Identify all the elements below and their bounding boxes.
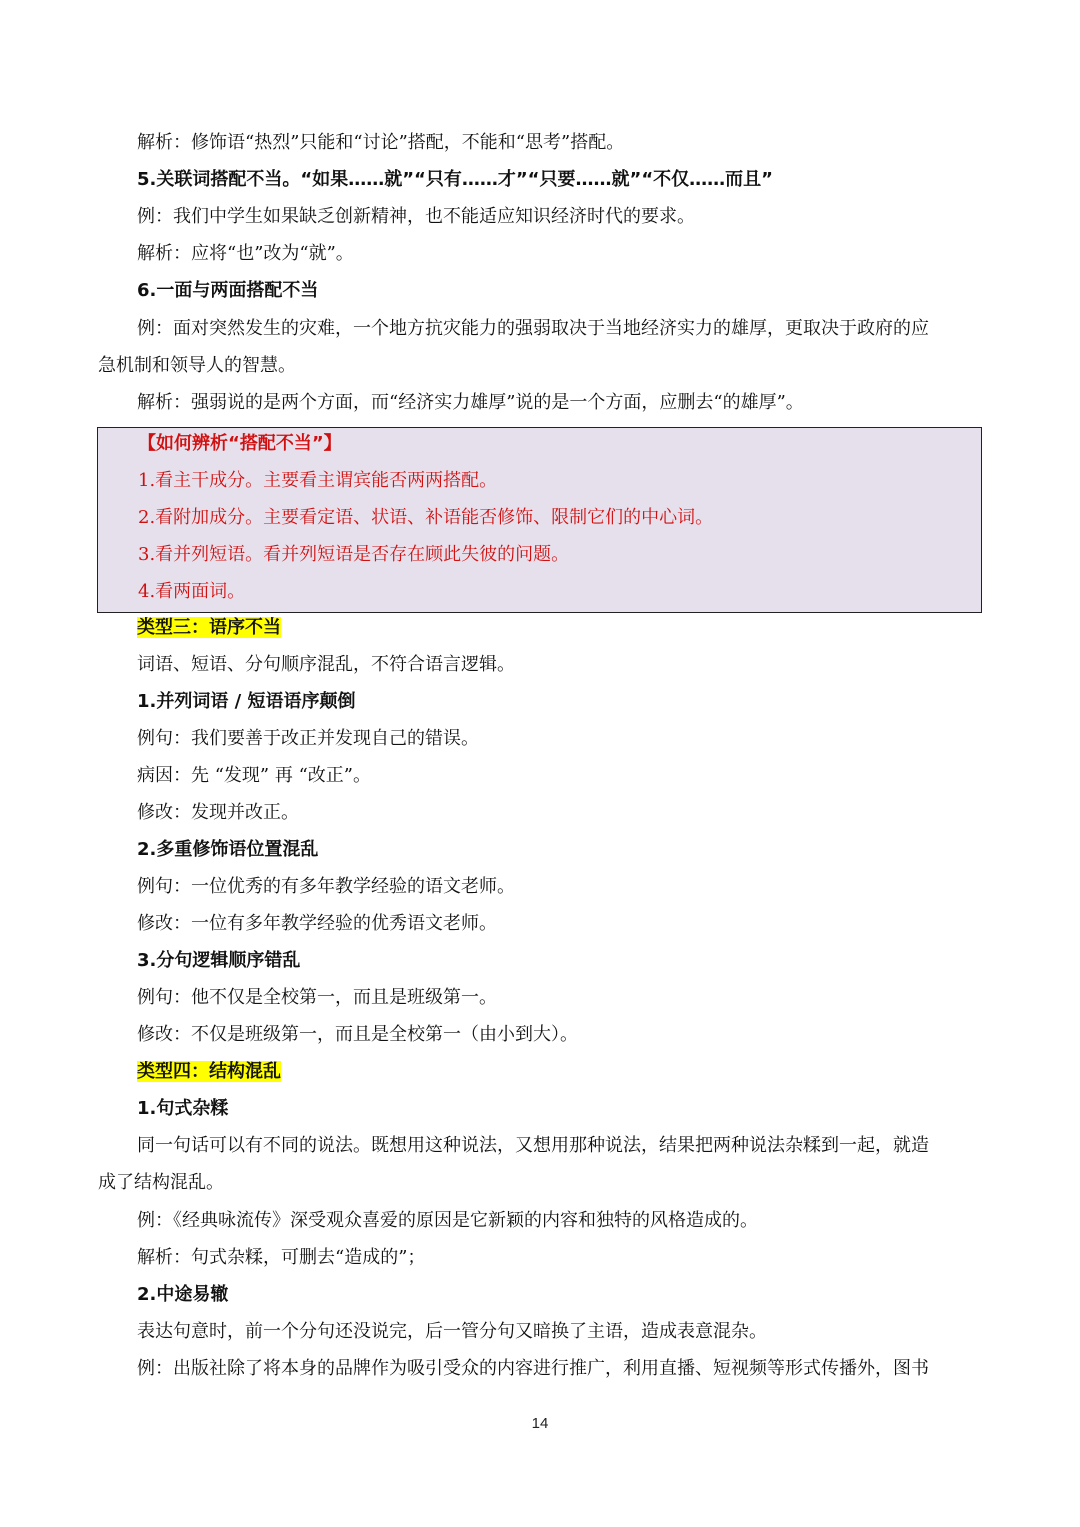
subheading: 2.中途易辙 bbox=[137, 1284, 229, 1305]
tip-box bbox=[97, 427, 982, 613]
cause-line: 病因：先 “发现” 再 “改正”。 bbox=[137, 765, 371, 786]
description-line-continued: 成了结构混乱。 bbox=[98, 1172, 224, 1193]
highlighted-heading: 类型四：结构混乱 bbox=[137, 1061, 281, 1082]
example-line-continued: 急机制和领导人的智慧。 bbox=[98, 355, 296, 376]
description-line: 表达句意时，前一个分句还没说完，后一管分句又暗换了主语，造成表意混杂。 bbox=[137, 1321, 767, 1342]
example-line: 例：面对突然发生的灾难，一个地方抗灾能力的强弱取决于当地经济实力的雄厚，更取决于政府的应 bbox=[137, 318, 929, 339]
analysis-line: 解析：句式杂糅，可删去“造成的”； bbox=[137, 1247, 426, 1268]
description-line: 同一句话可以有不同的说法。既想用这种说法，又想用那种说法，结果把两种说法杂糅到一起，就造 bbox=[137, 1135, 929, 1156]
tip-item: 1.看主干成分。主要看主谓宾能否两两搭配。 bbox=[138, 470, 498, 491]
section-intro: 词语、短语、分句顺序混乱，不符合语言逻辑。 bbox=[137, 654, 515, 675]
subheading: 3.分句逻辑顺序错乱 bbox=[137, 950, 301, 971]
example-line: 例：出版社除了将本身的品牌作为吸引受众的内容进行推广，利用直播、短视频等形式传播外，图书 bbox=[137, 1358, 929, 1379]
page-number: 14 bbox=[531, 1415, 549, 1432]
tip-item: 4.看两面词。 bbox=[138, 581, 246, 602]
section-heading-word-order bbox=[137, 609, 984, 646]
tip-title: 【如何辨析“搭配不当”】 bbox=[138, 433, 342, 454]
subheading-one-two-sided: 6.一面与两面搭配不当 bbox=[137, 280, 319, 301]
example-line: 例句：他不仅是全校第一，而且是班级第一。 bbox=[137, 987, 497, 1008]
fix-line: 修改：不仅是班级第一，而且是全校第一（由小到大）。 bbox=[137, 1024, 578, 1045]
fix-line: 修改：发现并改正。 bbox=[137, 802, 299, 823]
example-line: 例：《经典咏流传》深受观众喜爱的原因是它新颖的内容和独特的风格造成的。 bbox=[137, 1210, 758, 1231]
analysis-line: 解析：修饰语“热烈”只能和“讨论”搭配，不能和“思考”搭配。 bbox=[137, 132, 625, 153]
subheading: 1.句式杂糅 bbox=[137, 1098, 229, 1119]
example-line: 例：我们中学生如果缺乏创新精神，也不能适应知识经济时代的要求。 bbox=[137, 206, 695, 227]
tip-item: 2.看附加成分。主要看定语、状语、补语能否修饰、限制它们的中心词。 bbox=[138, 507, 714, 528]
tip-item: 3.看并列短语。看并列短语是否存在顾此失彼的问题。 bbox=[138, 544, 570, 565]
fix-line: 修改：一位有多年教学经验的优秀语文老师。 bbox=[137, 913, 497, 934]
section-heading-structure bbox=[137, 1053, 984, 1090]
example-line: 例句：我们要善于改正并发现自己的错误。 bbox=[137, 728, 479, 749]
subheading-conjunction-mismatch: 5.关联词搭配不当。“如果……就”“只有……才”“只要……就”“不仅……而且” bbox=[137, 169, 774, 190]
highlighted-heading: 类型三：语序不当 bbox=[137, 617, 281, 638]
subheading: 1.并列词语 / 短语语序颠倒 bbox=[137, 691, 356, 712]
analysis-line: 解析：应将“也”改为“就”。 bbox=[137, 243, 354, 264]
example-line: 例句：一位优秀的有多年教学经验的语文老师。 bbox=[137, 876, 515, 897]
analysis-line: 解析：强弱说的是两个方面，而“经济实力雄厚”说的是一个方面，应删去“的雄厚”。 bbox=[137, 392, 804, 413]
subheading: 2.多重修饰语位置混乱 bbox=[137, 839, 319, 860]
